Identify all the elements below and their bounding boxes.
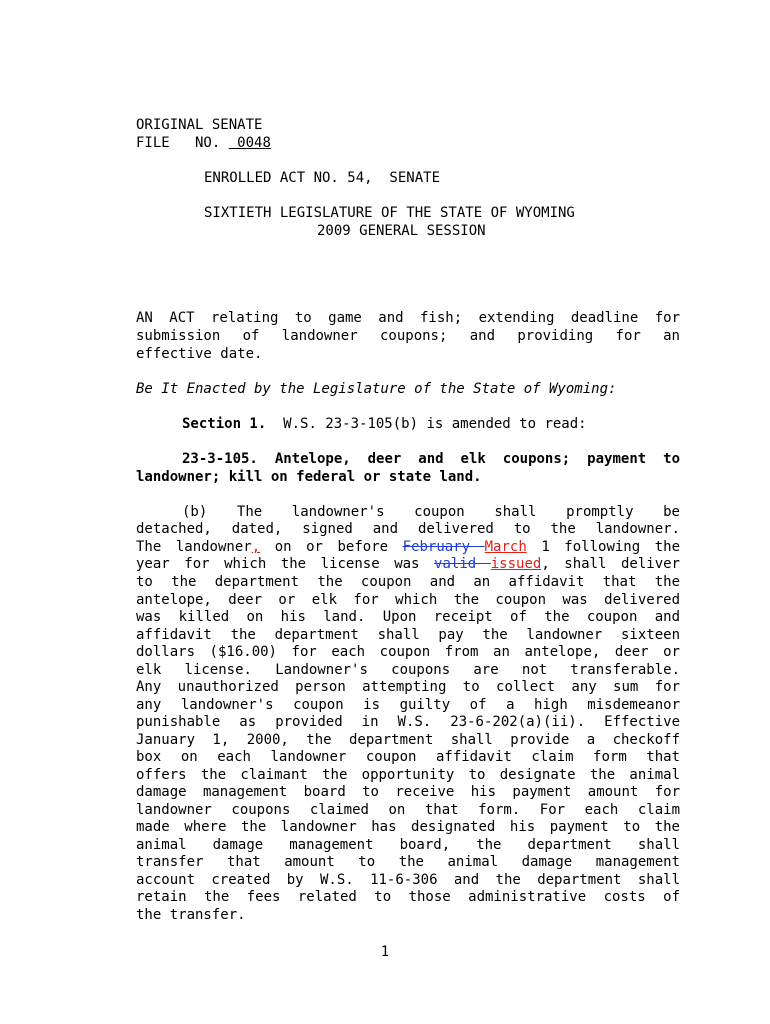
para-b-line: animal damage management board, the department shall <box>136 836 680 853</box>
para-b-line: punishable as provided in W.S. 23-6-202(a)(ii). Effective <box>136 714 680 730</box>
text-run: 1 following the <box>526 539 681 555</box>
para-b-line: made where the landowner has designated his payment to the <box>136 819 680 835</box>
enacting-clause: Be It Enacted by the Legislature of the State of Wyoming: <box>136 381 617 397</box>
title-line-2: submission of landowner coupons; and providing for an <box>136 328 680 344</box>
para-b-last-line: the transfer. <box>136 906 246 923</box>
statute-heading-1: 23-3-105. Antelope, deer and elk coupons; payment to <box>182 451 680 467</box>
para-b-line: dollars ($16.00) for each coupon from an antelope, deer or <box>136 644 680 660</box>
para-b-line: to the department the coupon and an affidavit that the <box>136 574 680 590</box>
statute-heading-2: landowner; kill on federal or state land. <box>136 469 482 485</box>
session: 2009 GENERAL SESSION <box>317 223 486 239</box>
title-line-3: effective date. <box>136 346 263 362</box>
file-number-line <box>136 135 680 153</box>
inserted-text: March <box>484 539 527 555</box>
file-number: 0048 <box>228 135 271 151</box>
para-b-line: box on each landowner coupon affidavit claim form that <box>136 749 680 765</box>
file-label: FILE NO. <box>136 135 221 151</box>
section-1 <box>182 416 726 434</box>
para-b-line: Any unauthorized person attempting to collect any sum for <box>136 679 680 695</box>
para-b-line: any landowner's coupon is guilty of a high misdemeanor <box>136 696 680 713</box>
title-line-1: AN ACT relating to game and fish; extending deadline for <box>136 310 680 326</box>
para-b-line-3 <box>136 539 680 557</box>
inserted-text: issued <box>490 556 542 572</box>
deleted-text: valid <box>434 556 491 572</box>
para-b-line: elk license. Landowner's coupons are not transferable. <box>136 661 680 678</box>
legislature: SIXTIETH LEGISLATURE OF THE STATE OF WYOMING <box>204 205 575 221</box>
para-b-line: retain the fees related to those administrative costs of <box>136 889 680 905</box>
section-label: Section 1. <box>182 416 267 432</box>
para-b-line: affidavit the department shall pay the landowner sixteen <box>136 626 680 643</box>
para-b-line: January 1, 2000, the department shall provide a checkoff <box>136 731 680 748</box>
text-run: , shall deliver <box>541 556 680 572</box>
inserted-text: , <box>251 539 261 555</box>
text-run: on or before <box>260 539 403 555</box>
para-b-line: antelope, deer or elk for which the coupon was delivered <box>136 591 680 608</box>
para-b-line: was killed on his land. Upon receipt of the coupon and <box>136 609 680 625</box>
para-b-line-1: (b) The landowner's coupon shall promptly be <box>182 504 680 520</box>
enrolled-act: ENROLLED ACT NO. 54, SENATE <box>204 170 441 186</box>
section-text: W.S. 23-3-105(b) is amended to read: <box>266 416 587 432</box>
para-b-line-4 <box>136 556 680 574</box>
para-b-line: landowner coupons claimed on that form. For each claim <box>136 801 680 818</box>
para-b-line: damage management board to receive his payment amount for <box>136 784 680 800</box>
page-number: 1 <box>380 944 390 960</box>
para-b-line-2: detached, dated, signed and delivered to the landowner. <box>136 521 680 537</box>
deleted-text: February <box>402 539 485 555</box>
text-run: The landowner <box>136 539 252 555</box>
original-senate: ORIGINAL SENATE <box>136 117 263 133</box>
text-run: year for which the license was <box>136 556 435 572</box>
para-b-line: transfer that amount to the animal damage management <box>136 854 680 870</box>
para-b-line: offers the claimant the opportunity to designate the animal <box>136 766 680 783</box>
para-b-line: account created by W.S. 11-6-306 and the department shall <box>136 871 680 888</box>
